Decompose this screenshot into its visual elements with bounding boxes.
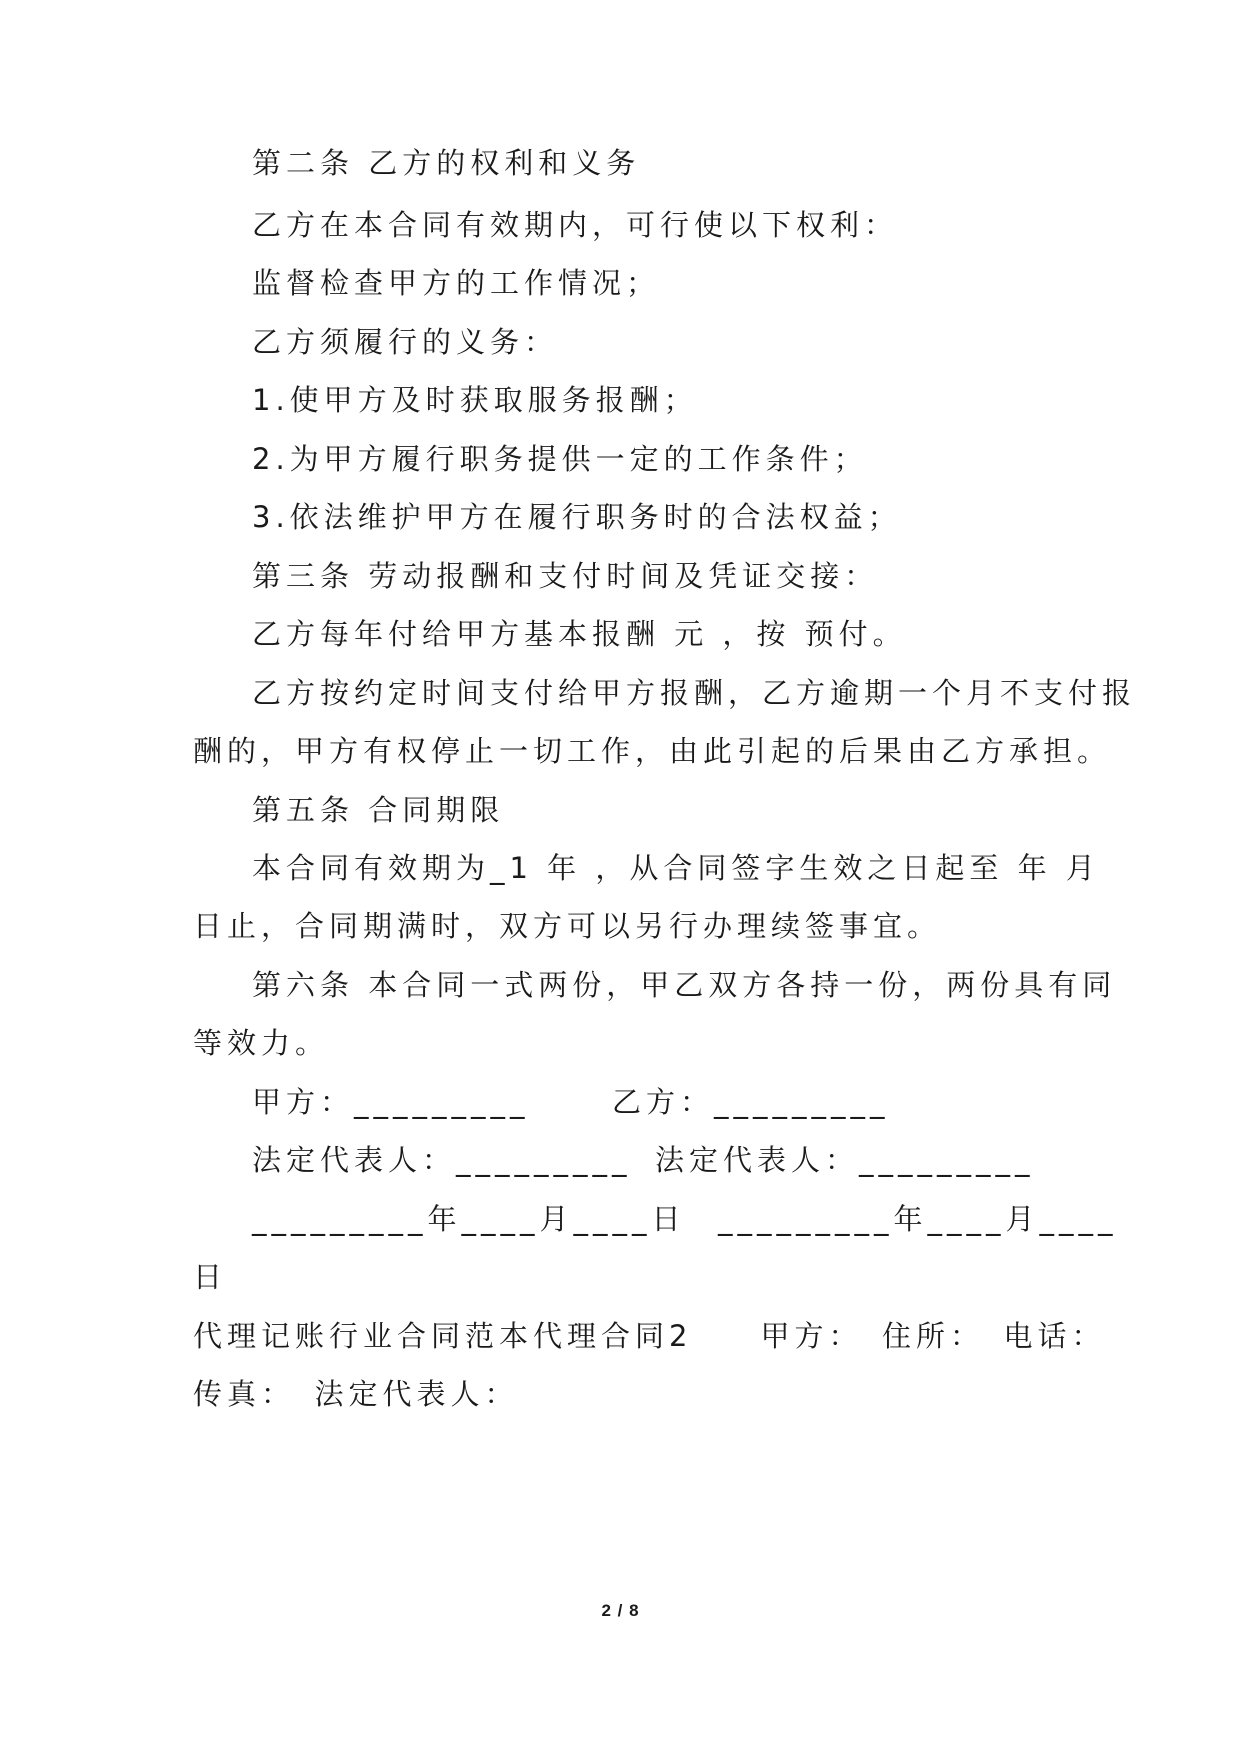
paragraph-line: 乙方每年付给甲方基本报酬 元 ，按 预付。 [252,617,907,651]
tail-line: 传真： 法定代表人： [193,1377,519,1411]
party-b-signature: 乙方：_________ [612,1085,890,1119]
tail-line: 代理记账行业合同范本代理合同2 甲方： 住所： 电话： [193,1319,1106,1353]
party-a-date: _________年____月____日 [252,1202,686,1236]
article-two-heading: 第二条 乙方的权利和义务 [252,146,641,180]
paragraph-line: 乙方在本合同有效期内，可行使以下权利： [252,208,899,242]
article-five-heading: 第五条 合同期限 [252,793,505,827]
page-number: 2 / 8 [601,1601,640,1620]
article-six-text: 第六条 本合同一式两份，甲乙双方各持一份，两份具有同 [252,968,1117,1002]
paragraph-line: 监督检查甲方的工作情况； [252,266,661,300]
paragraph-line: 等效力。 [193,1026,330,1060]
party-b-date: _________年____月____ [718,1202,1118,1236]
paragraph-line: 乙方按约定时间支付给甲方报酬，乙方逾期一个月不支付报 [252,676,1137,710]
list-item: 2.为甲方履行职务提供一定的工作条件； [252,442,868,476]
article-three-heading: 第三条 劳动报酬和支付时间及凭证交接： [252,559,879,593]
list-item: 1.使甲方及时获取服务报酬； [252,383,698,417]
paragraph-line: 本合同有效期为_1 年 ，从合同签字生效之日起至 年 月 [252,851,1100,885]
party-a-representative: 法定代表人：_________ [252,1143,632,1177]
party-a-signature: 甲方：_________ [252,1085,530,1119]
list-item: 3.依法维护甲方在履行职务时的合法权益； [252,500,902,534]
party-b-representative: 法定代表人：_________ [655,1143,1035,1177]
paragraph-line: 乙方须履行的义务： [252,325,559,359]
party-b-date-wrap: 日 [193,1260,228,1294]
paragraph-line: 酬的，甲方有权停止一切工作，由此引起的后果由乙方承担。 [193,734,1112,768]
paragraph-line: 日止，合同期满时，双方可以另行办理续签事宜。 [193,909,942,943]
